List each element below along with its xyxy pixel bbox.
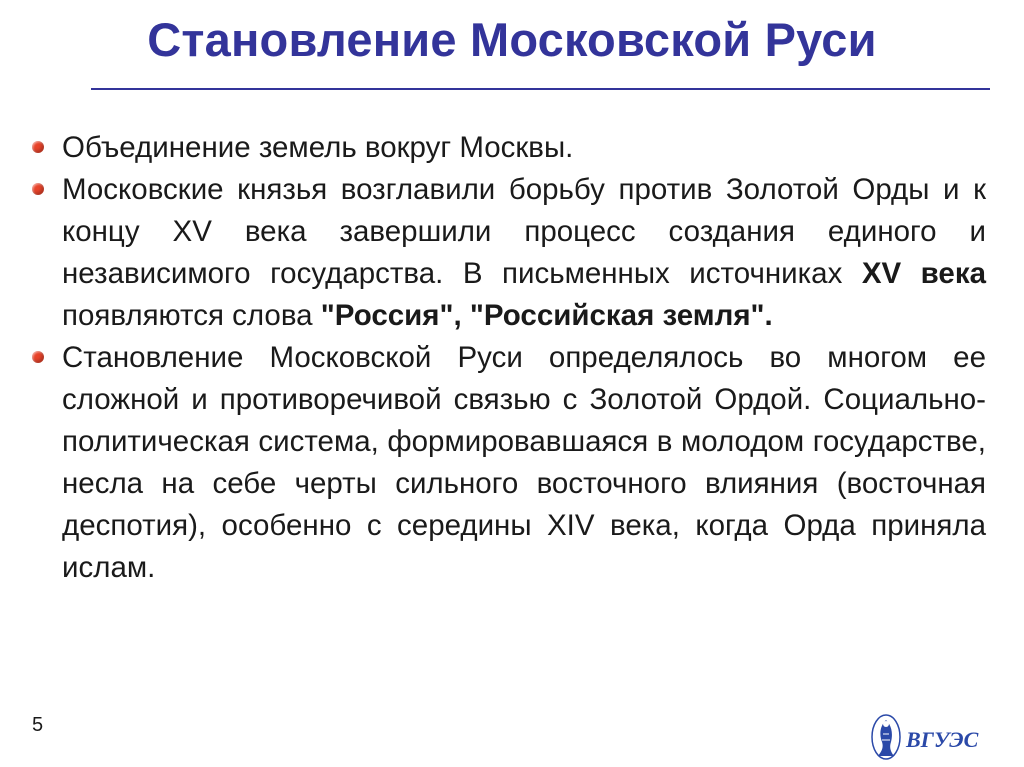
title-underline [91,88,990,90]
slide-title: Становление Московской Руси [147,13,877,66]
bullet-text-bold: XV века [861,257,987,290]
bullet-icon [32,351,44,363]
bullet-text: Объединение земель вокруг Москвы. [62,131,574,164]
bullet-item-1 [28,127,986,169]
bullet-item-3 [28,337,986,589]
logo-text: ВГУЭС [906,727,979,752]
bullet-text-bold: "Россия", "Российская земля". [320,299,773,332]
bullet-text: Московские князья возглавили борьбу против Золотой Орды и к концу XV века завершили процесс создания единого и независимого государства. В письменных источниках [62,173,986,290]
bullet-item-2 [28,169,986,337]
bullet-list [28,127,986,589]
university-logo [866,712,1006,762]
bullet-icon [32,183,44,195]
slide-number: 5 [32,714,44,736]
bullet-text: Становление Московской Руси определялось во многом ее сложной и противоречивой связью с Золотой Ордой. Социально-политическая система, формировавшаяся в молодом государстве, несла на себе черты сильного восточного влияния (восточная деспотия), особенно с середины XIV века, когда Орда приняла ислам. [62,341,986,584]
bullet-icon [32,141,44,153]
bullet-text: появляются слова [62,299,321,332]
